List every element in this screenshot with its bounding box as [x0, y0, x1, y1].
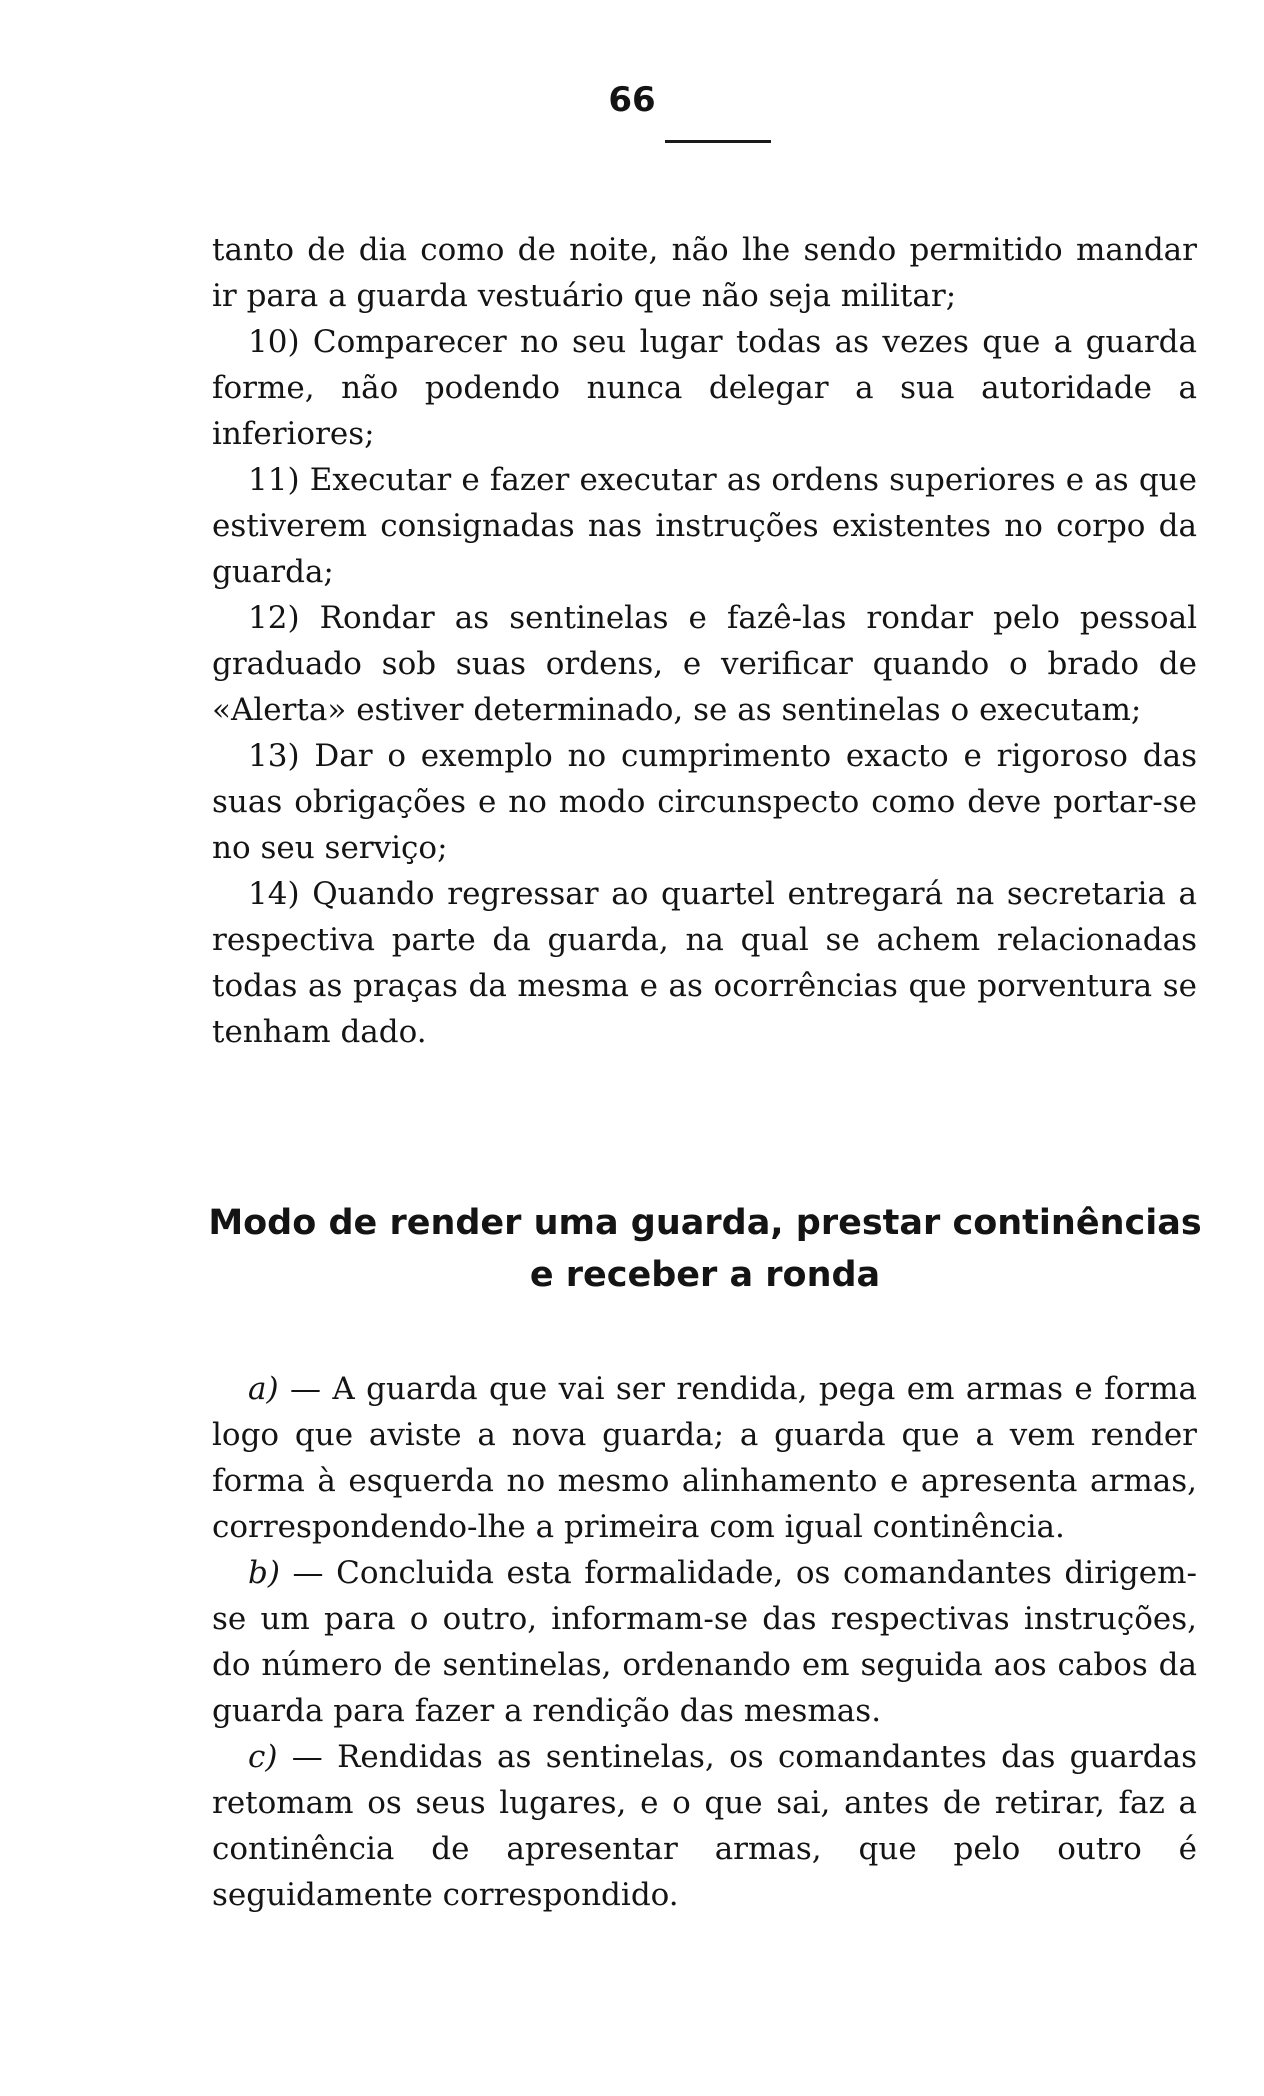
- item-text: Dar o exemplo no cumprimento exacto e rigoroso das suas obrigações e no modo circunspecto como deve portar-se no seu serviço;: [212, 738, 1197, 866]
- item-number: 13): [248, 738, 300, 774]
- page-number: 66: [608, 80, 656, 120]
- item-text: Quando regressar ao quartel entregará na secretaria a respectiva parte da guarda, na qual se achem relacionadas todas as praças da mesma e as ocorrências que porventura se tenham dado.: [212, 876, 1197, 1050]
- item-text: Comparecer no seu lugar todas as vezes que a guarda forme, não podendo nunca delegar a sua autoridade a inferiores;: [212, 324, 1197, 452]
- list-item: [212, 319, 1197, 457]
- list-item: [212, 1550, 1197, 1734]
- item-text: Concluida esta formalidade, os comandantes dirigem-se um para o outro, informam-se das respectivas instruções, do número de sentinelas, ordenando em seguida aos cabos da guarda para fazer a rendição das mesmas.: [212, 1555, 1197, 1729]
- list-item: [212, 871, 1197, 1055]
- item-letter: b): [248, 1555, 280, 1591]
- item-letter: c): [248, 1739, 278, 1775]
- section-heading-line-1: Modo de render uma guarda, prestar continências: [208, 1203, 1202, 1243]
- item-dash: —: [279, 1555, 337, 1591]
- list-item: [212, 1366, 1197, 1550]
- section-heading: [200, 1197, 1210, 1301]
- list-item: [212, 457, 1197, 595]
- item-number: 14): [248, 876, 300, 912]
- list-item: [212, 733, 1197, 871]
- item-text: Rondar as sentinelas e fazê-las rondar pelo pessoal graduado sob suas ordens, e verificar quando o brado de «Alerta» estiver determinado, se as sentinelas o executam;: [212, 600, 1197, 728]
- item-letter: a): [248, 1371, 279, 1407]
- item-number: 11): [248, 462, 300, 498]
- item-dash: —: [277, 1739, 338, 1775]
- item-text: Executar e fazer executar as ordens superiores e as que estiverem consignadas nas instruções existentes no corpo da guarda;: [212, 462, 1197, 590]
- item-number: 10): [248, 324, 300, 360]
- item-text: Rendidas as sentinelas, os comandantes das guardas retomam os seus lugares, e o que sai, antes de retirar, faz a continência de apresentar armas, que pelo outro é seguidamente correspondido.: [212, 1739, 1197, 1913]
- page-number-rule: [665, 140, 771, 143]
- list-item: [212, 1734, 1197, 1918]
- section-heading-line-2: e receber a ronda: [529, 1255, 881, 1295]
- procedure-list: [212, 1366, 1197, 1918]
- duties-list: [212, 227, 1197, 1055]
- item-text: A guarda que vai ser rendida, pega em armas e forma logo que aviste a nova guarda; a guarda que a vem render forma à esquerda no mesmo alinhamento e apresenta armas, correspondendo-lhe a primeira com igual continência.: [212, 1371, 1197, 1545]
- item-dash: —: [278, 1371, 333, 1407]
- list-item: [212, 595, 1197, 733]
- continuation-paragraph: tanto de dia como de noite, não lhe sendo permitido mandar ir para a guarda vestuário que não seja militar;: [212, 232, 1197, 314]
- item-number: 12): [248, 600, 300, 636]
